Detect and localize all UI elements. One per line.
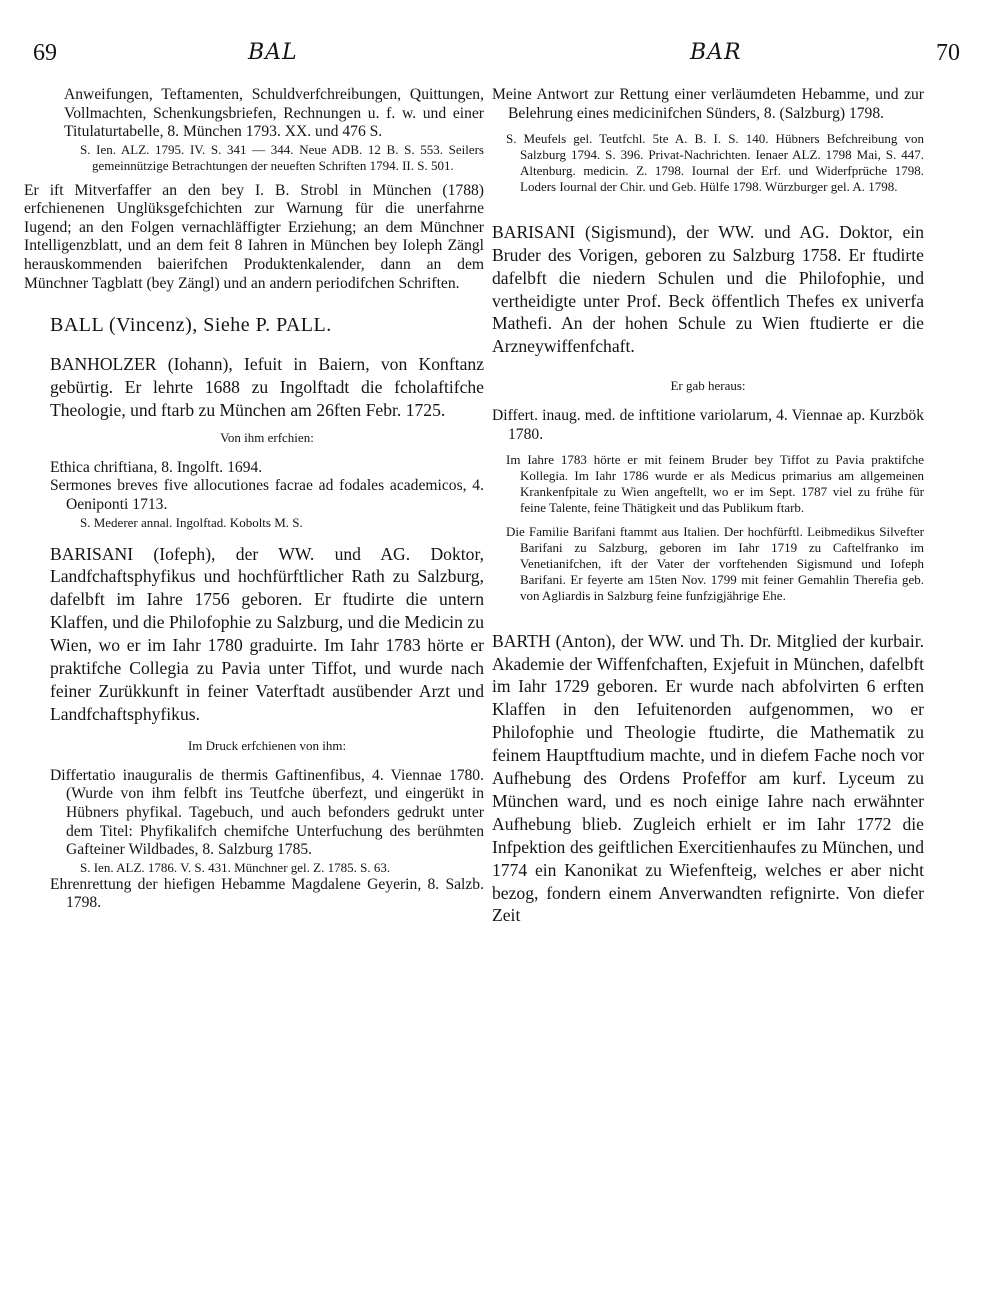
- biographical-note: Die Familie Barifani ftammt aus Italien. Der hochfürftl. Leibmedikus Silvefter Barifani zu Salzburg, geboren im Iahr 1719 zu Caftelfranko im Venetianifchen, ift der Vater der vorftehenden Sigismund und Iofeph Barifani. Er feyerte am 15ten Nov. 1799 mit feiner Gemahlin Therefia geb. von Agliardis in Salzburg feine funfzigjährige Ehe.: [506, 524, 924, 603]
- entry-barisani-joseph: BARISANI (Iofeph), der WW. und AG. Doktor, Landfchaftsphyfikus und hochfürftlicher Rath zu Salzburg, dafelbft im Iahre 1756 geboren. Er ftudirte die untern Klaffen, und die Philofophie zu Salzburg, und die Medicin zu Wien, wo er im Iahr 1780 graduirte. Im Iahr 1783 hörte er praktifche Collegia zu Pavia unter Tiffot, und wurde nach feiner Zurükkunft in feiner Vaterftadt ausübender Arzt und Landfchaftsphyfikus.: [50, 543, 484, 724]
- entry-barth: BARTH (Anton), der WW. und Th. Dr. Mitglied der kurbair. Akademie der Wiffenfchaften, Exjefuit in München, dafelbft im Iahr 1729 geboren. Er wurde nach abfolvirten 6 erften Klaffen in den Iefuitenorden aufgenommen, wo er Philofophie und Theologie ftudirte, die Mathematik zu feinem Hauptftudium machte, und in diefem Fache noch vor Aufhebung des Ordens Profeffor am kurf. Lyceum zu München ward, und es noch einige Iahre nach erwähnter Aufhebung blieb. Zugleich erhielt er im Iahr 1772 die Infpektion des geiftlichen Exercitienhaufes zu München, und 1774 ein Kanonikat zu Wiefenfteig, welches er aber nicht bezog, fondern einem Anverwandten refignirte. Von diefer Zeit: [492, 630, 924, 926]
- work-item: Ethica chriftiana, 8. Ingolft. 1694.: [50, 458, 263, 476]
- works-heading: Er gab heraus:: [670, 378, 746, 394]
- keyword-left: BAL: [248, 40, 298, 65]
- reference-note: S. Ien. ALZ. 1795. IV. S. 341 — 344. Neue ADB. 12 B. S. 553. Seilers gemeinnützige Betrachtungen der neueften Schriften 1794. II. S. 501.: [80, 141, 484, 173]
- work-item: Meine Antwort zur Rettung einer verläumdeten Hebamme, und zur Belehrung eines medicinifchen Sünders, 8. (Salzburg) 1798.: [492, 86, 924, 122]
- reference-note: S. Ien. ALZ. 1786. V. S. 431. Münchner gel. Z. 1785. S. 63.: [80, 859, 391, 875]
- entry-heading-ball: BALL (Vincenz), Siehe P. PALL.: [50, 314, 332, 337]
- keyword-right: BAR: [690, 40, 742, 65]
- running-header: [0, 40, 1000, 80]
- entry-banholzer: BANHOLZER (Iohann), Iefuit in Baiern, von Konftanz gebürtig. Er lehrte 1688 zu Ingolftadt die fcholaftifche Theologie, und ftarb zu München am 26ften Febr. 1725.: [50, 354, 484, 420]
- biographical-note: Im Iahre 1783 hörte er mit feinem Bruder bey Tiffot zu Pavia praktifche Kollegia. Im Iahr 1786 wurde er als Medicus primarius am allgemeinen Krankenfpitale zu Wien angeftellt, wo er im Sept. 1787 viel zu frühe für feine Talente, feine Thätigkeit und das Publikum ftarb.: [506, 452, 924, 516]
- entry-continuation: Anweifungen, Teftamenten, Schuldverfchreibungen, Quittungen, Vollmachten, Schenkungsbriefen, Rechnungen u. f. w. und einer Titulaturtabelle, 8. München 1793. XX. und 476 S.: [64, 86, 484, 141]
- page-number-left: 69: [33, 40, 57, 66]
- entry-barisani-sigismund: BARISANI (Sigismund), der WW. und AG. Doktor, ein Bruder des Vorigen, geboren zu Salzburg 1758. Er ftudirte dafelbft die niedern Schulen und die Philofophie, und vertheidigte unter Prof. Beck öffentlich Thefes ex univerfa Mathefi. An der hohen Schule zu Wien ftudierte er die Arzneywiffenfchaft.: [492, 221, 924, 357]
- work-item: Differtatio inauguralis de thermis Gaftinenfibus, 4. Viennae 1780. (Wurde von ihm felbft ins Teutfche überfezt, und eingerükt in Hübners phyfikal. Tagebuch, und auch befonders gedrukt unter dem Titel: Phyfikalifch chemifche Unterfuchung des berühmten Gafteiner Wildbades, 8. Salzburg 1785.: [50, 766, 484, 859]
- work-item: Ehrenrettung der hiefigen Hebamme Magdalene Geyerin, 8. Salzb. 1798.: [50, 875, 484, 912]
- left-column: [24, 86, 484, 913]
- entry-paragraph: Er ift Mitverfaffer an den bey I. B. Strobl in München (1788) erfchienenen Unglüksgefchichten zur Warnung für die unerfahrne Iugend; an den Folgen vernachläffigter Erziehung; an dem Münchner Intelligenzblatt, und an dem feit 8 Iahren in München bey Ioleph Zängl herauskommenden baierifchen Produktenkalender, dann an dem Münchner Tagblatt (bey Zängl) und an andern periodifchen Schriften.: [24, 181, 484, 292]
- right-column: [492, 86, 924, 927]
- reference-note: S. Mederer annal. Ingolftad. Kobolts M. S.: [80, 514, 303, 530]
- work-item: Differt. inaug. med. de inftitione variolarum, 4. Viennae ap. Kurzbök 1780.: [492, 407, 924, 443]
- work-item: Sermones breves five allocutiones facrae ad fodales academicos, 4. Oeniponti 1713.: [50, 477, 484, 514]
- works-heading: Von ihm erfchien:: [220, 429, 314, 445]
- works-heading: Im Druck erfchienen von ihm:: [187, 737, 347, 753]
- reference-note: S. Meufels gel. Teutfchl. 5te A. B. I. S. 140. Hübners Befchreibung von Salzburg 1794. S. 396. Privat-Nachrichten. Ienaer ALZ. 1798 Mai, S. 447. Altenburg. medicin. Z. 1798. Iournal der Erf. und Widerfprüche 1798. Loders Iournal der Chir. und Geb. Hülfe 1798. Würzburger gel. A. 1798.: [506, 131, 924, 194]
- page-number-right: 70: [936, 40, 960, 66]
